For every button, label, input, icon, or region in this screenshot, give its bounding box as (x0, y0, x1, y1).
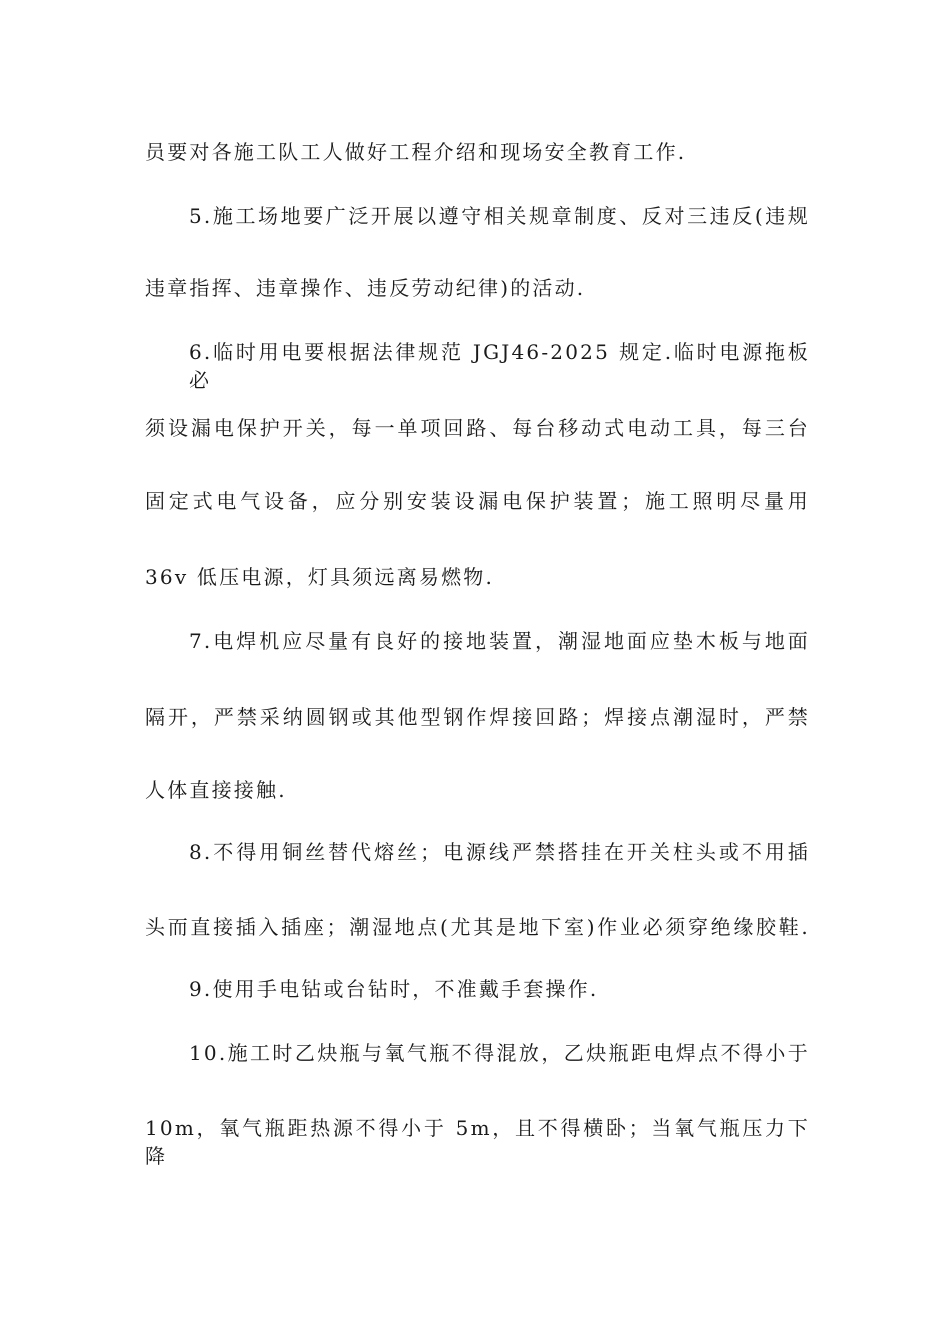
text-line-6: 固定式电气设备，应分别安装设漏电保护装置；施工照明尽量用 (145, 489, 810, 513)
text-line-10: 人体直接接触. (145, 778, 287, 802)
text-line-2: 5.施工场地要广泛开展以遵守相关规章制度、反对三违反(违规 (189, 204, 810, 228)
text-line-15: 10m，氧气瓶距热源不得小于 5m，且不得横卧；当氧气瓶压力下降 (145, 1116, 810, 1168)
text-line-4: 6.临时用电要根据法律规范 JGJ46-2025 规定.临时电源拖板必 (189, 340, 810, 392)
text-line-14: 10.施工时乙炔瓶与氧气瓶不得混放，乙炔瓶距电焊点不得小于 (189, 1041, 810, 1065)
text-line-12: 头而直接插入插座；潮湿地点(尤其是地下室)作业必须穿绝缘胶鞋. (145, 915, 810, 939)
text-line-9: 隔开，严禁采纳圆钢或其他型钢作焊接回路；焊接点潮湿时，严禁 (145, 705, 810, 729)
text-line-11: 8.不得用铜丝替代熔丝；电源线严禁搭挂在开关柱头或不用插 (189, 840, 810, 864)
text-line-5: 须设漏电保护开关，每一单项回路、每台移动式电动工具，每三台 (145, 416, 810, 440)
text-line-13: 9.使用手电钻或台钻时，不准戴手套操作. (189, 977, 599, 1001)
text-line-7: 36v 低压电源，灯具须远离易燃物. (145, 565, 495, 589)
text-line-8: 7.电焊机应尽量有良好的接地装置，潮湿地面应垫木板与地面 (189, 629, 810, 653)
text-line-1: 员要对各施工队工人做好工程介绍和现场安全教育工作. (145, 140, 687, 164)
text-line-3: 违章指挥、违章操作、违反劳动纪律)的活动. (145, 276, 586, 300)
